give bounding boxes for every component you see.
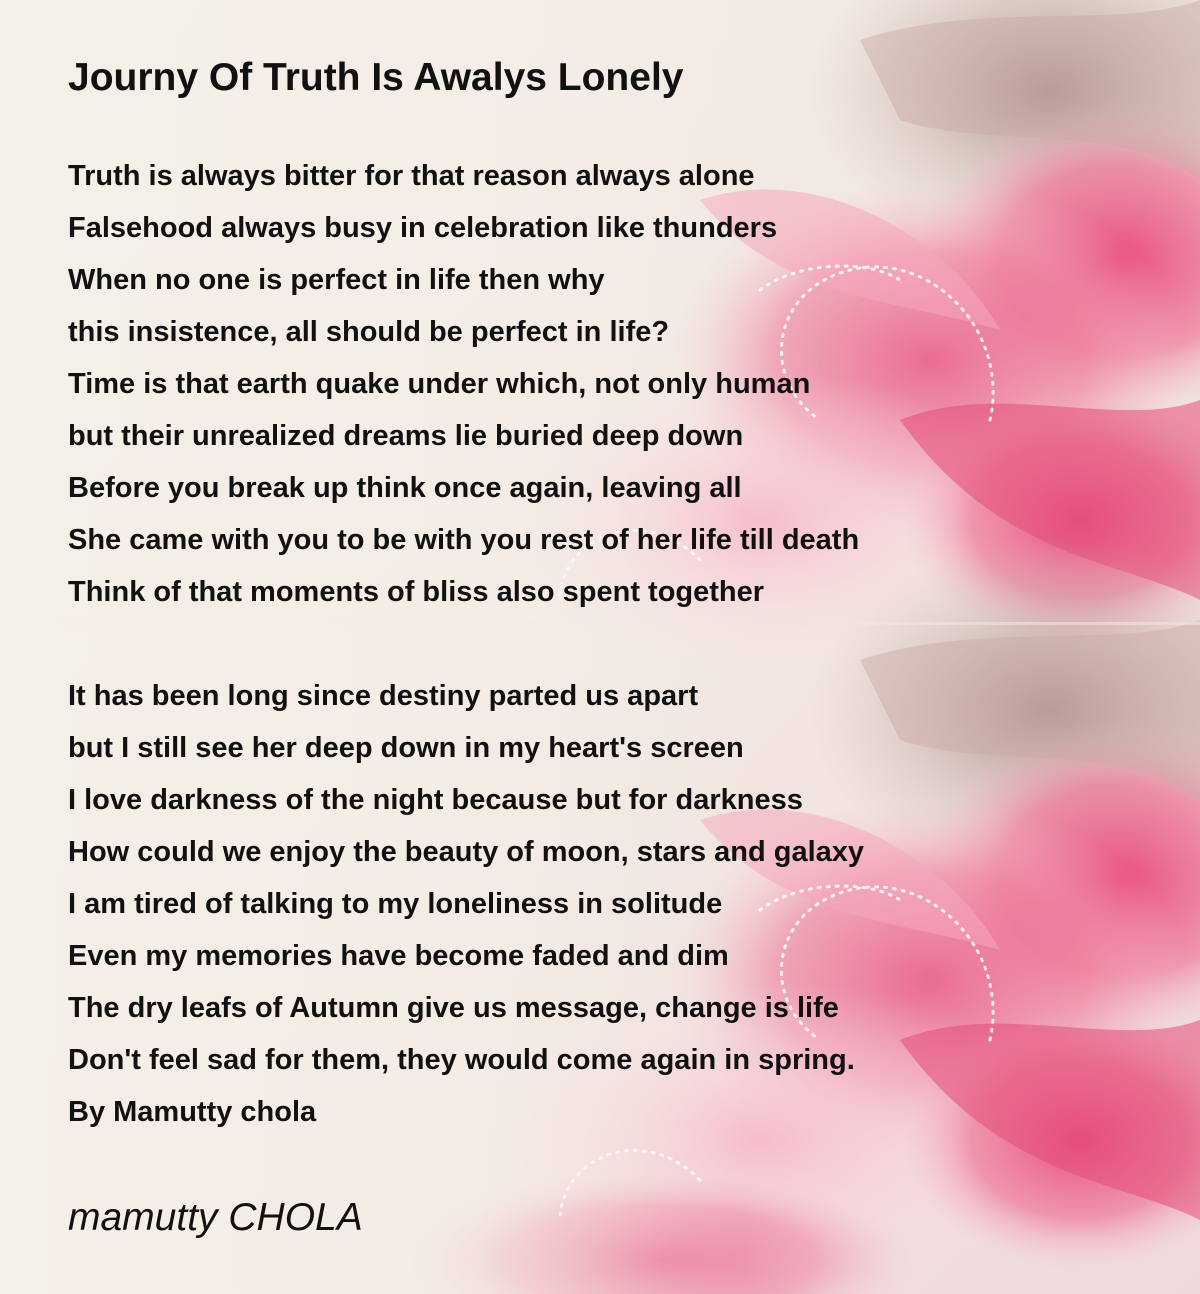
- poem-byline: By Mamutty chola: [68, 1096, 317, 1128]
- poem-title: Journy Of Truth Is Awalys Lonely: [68, 56, 684, 99]
- poem-line: Time is that earth quake under which, not only human: [68, 368, 811, 400]
- poem-line: Don't feel sad for them, they would come again in spring.: [68, 1044, 855, 1076]
- poem-line: Falsehood always busy in celebration like thunders: [68, 212, 778, 244]
- poem-line: It has been long since destiny parted us apart: [68, 680, 699, 712]
- poem-line: The dry leafs of Autumn give us message, change is life: [68, 992, 839, 1024]
- poem-line: but their unrealized dreams lie buried deep down: [68, 420, 744, 452]
- poem-line: Before you break up think once again, leaving all: [68, 472, 742, 504]
- poem-line: but I still see her deep down in my heart's screen: [68, 732, 744, 764]
- poem-line: She came with you to be with you rest of her life till death: [68, 524, 860, 556]
- poem-line: I love darkness of the night because but for darkness: [68, 784, 803, 816]
- poem-line: When no one is perfect in life then why: [68, 264, 605, 296]
- poem-line: I am tired of talking to my loneliness in solitude: [68, 888, 723, 920]
- author-name: mamutty CHOLA: [68, 1196, 363, 1239]
- poem-line: How could we enjoy the beauty of moon, stars and galaxy: [68, 836, 865, 868]
- stanza-2: [68, 670, 864, 1138]
- poem-line: Even my memories have become faded and dim: [68, 940, 729, 972]
- stanza-1: [68, 150, 859, 618]
- poem-line: Think of that moments of bliss also spent together: [68, 576, 765, 608]
- poem-line: this insistence, all should be perfect in life?: [68, 316, 670, 348]
- poem-line: Truth is always bitter for that reason always alone: [68, 160, 755, 192]
